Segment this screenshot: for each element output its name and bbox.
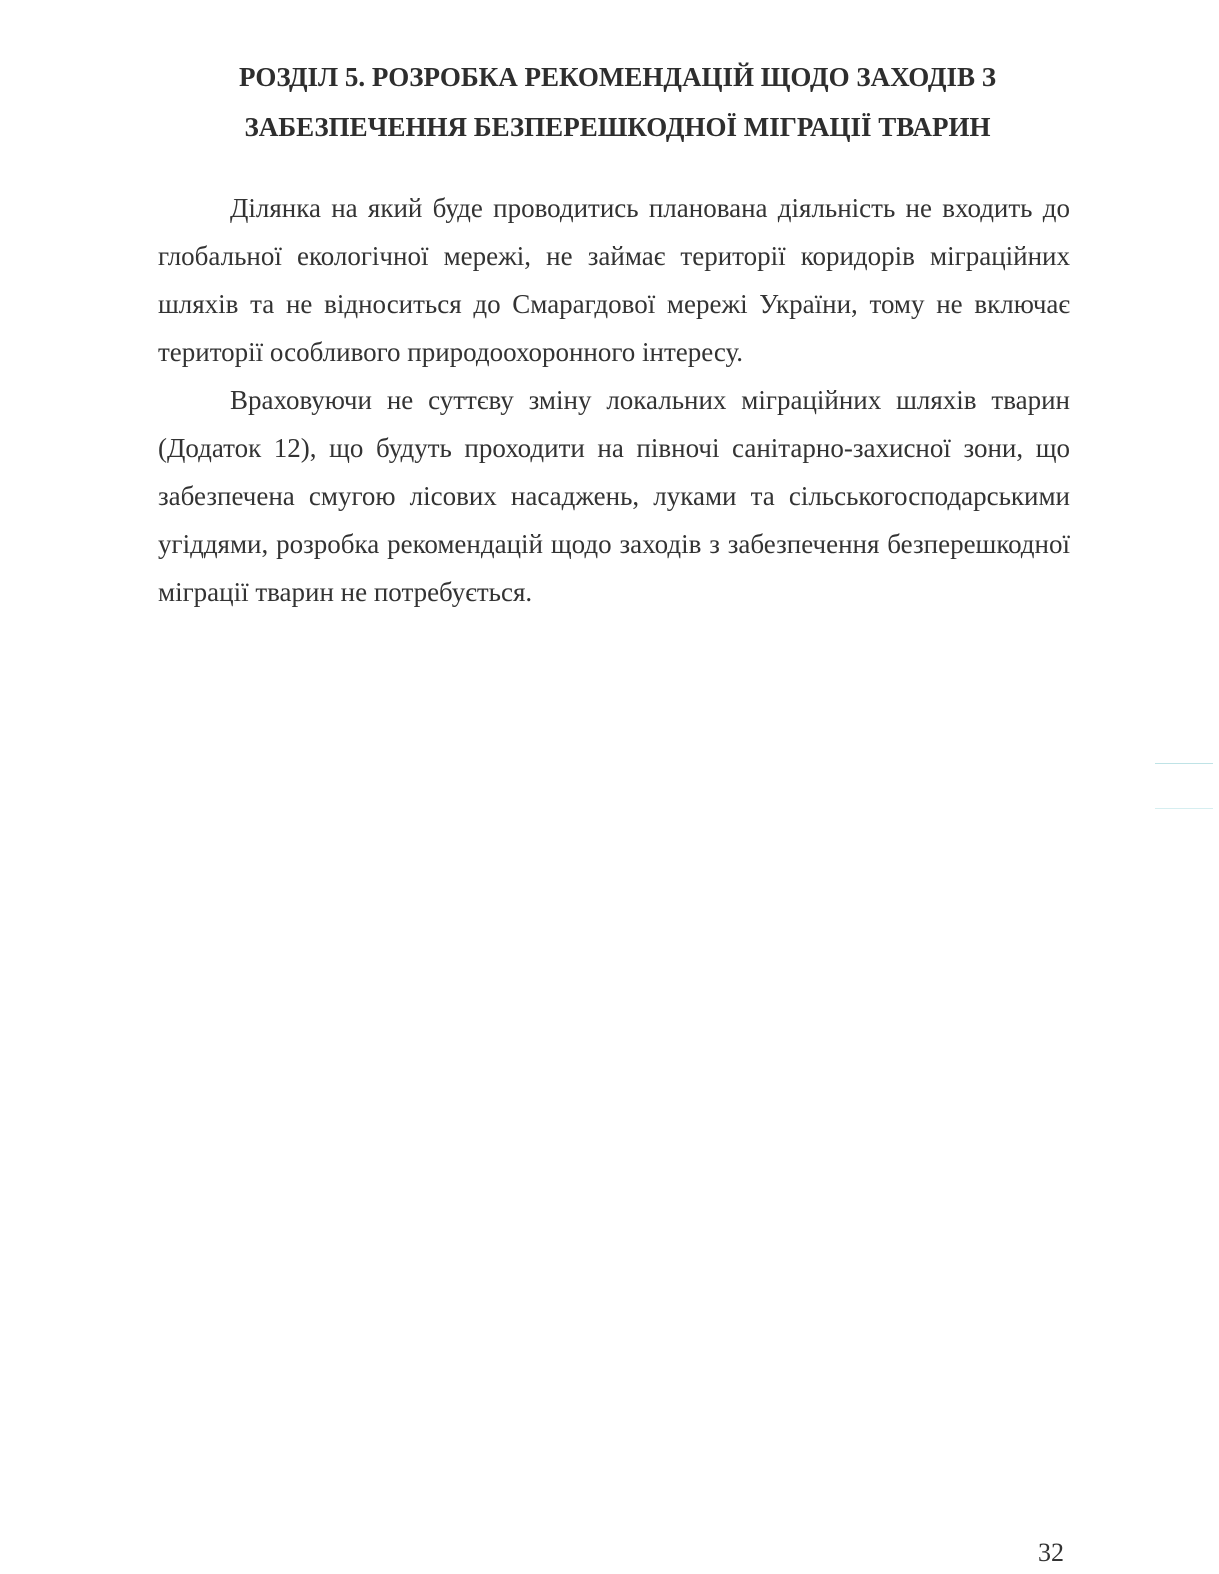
body-text — [158, 184, 1070, 616]
section-heading — [140, 52, 1095, 152]
scan-artifact-line — [1155, 763, 1213, 764]
page-number: 32 — [1038, 1538, 1064, 1567]
scan-artifact-line — [1155, 808, 1213, 809]
section-heading-line-1: РОЗДІЛ 5. РОЗРОБКА РЕКОМЕНДАЦІЙ ЩОДО ЗАХОДІВ З — [239, 62, 996, 92]
paragraph-1: Ділянка на який буде проводитись планована діяльність не входить до глобальної екологічної мережі, не займає території коридорів міграційних шляхів та не відноситься до Смарагдової мережі України, тому не включає території особливого природоохоронного інтересу. — [158, 193, 1070, 367]
section-heading-line-2: ЗАБЕЗПЕЧЕННЯ БЕЗПЕРЕШКОДНОЇ МІГРАЦІЇ ТВАРИН — [244, 112, 991, 142]
paragraph-2: Враховуючи не суттєву зміну локальних міграційних шляхів тварин (Додаток 12), що будуть проходити на півночі санітарно-захисної зони, що забезпечена смугою лісових насаджень, луками та сільськогосподарськими угіддями, розробка рекомендацій щодо заходів з забезпечення безперешкодної міграції тварин не потребується. — [158, 385, 1070, 607]
